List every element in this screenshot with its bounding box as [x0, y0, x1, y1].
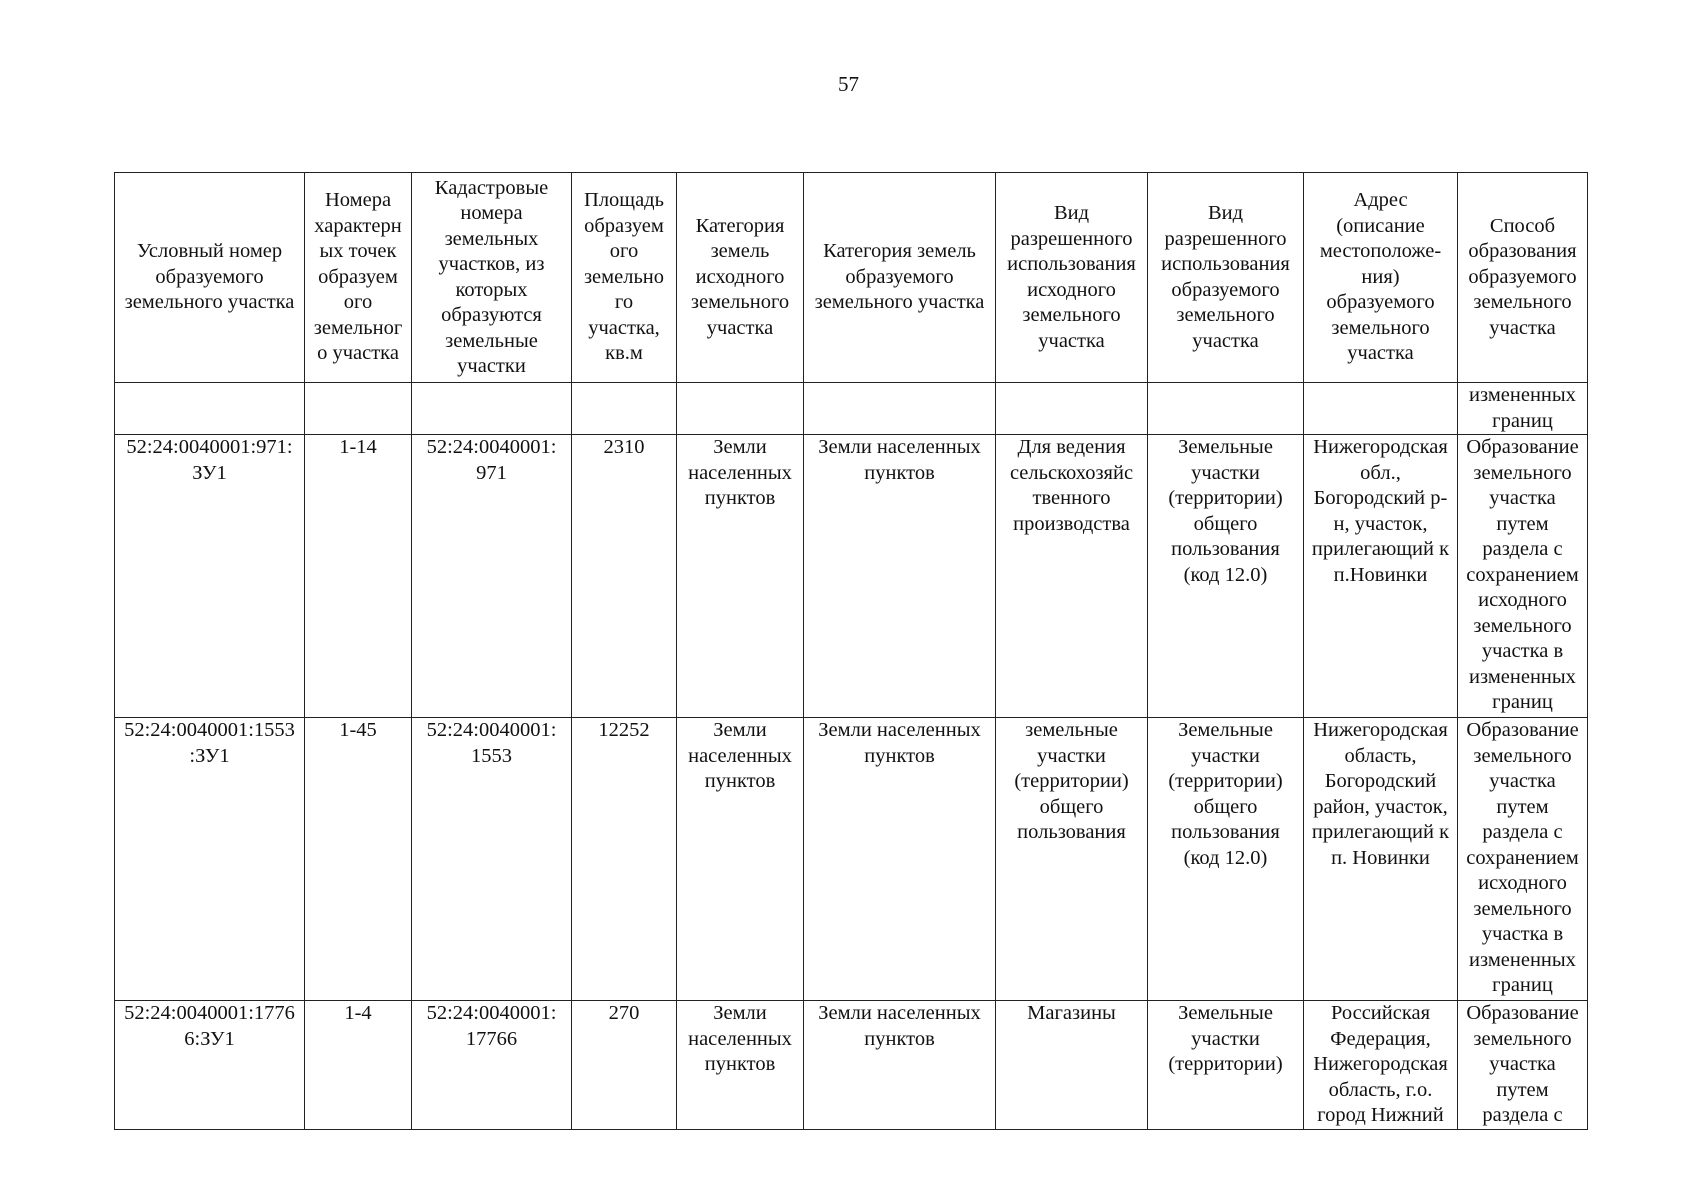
header-new-category: Категория земель образуемого земельного участка [804, 173, 996, 383]
header-area: Площадь образуем ого земельно го участка, кв.м [572, 173, 677, 383]
table-cell [996, 383, 1148, 435]
cell-formation-method: Образование земельного участка путем раздела с сохранением исходного земельного участка в измененных границ [1458, 435, 1588, 718]
cell-new-category: Земли населенных пунктов [804, 435, 996, 718]
header-address: Адрес (описание местоположе- ния) образуемого земельного участка [1304, 173, 1458, 383]
cell-conditional-number: 52:24:0040001:1553 :ЗУ1 [115, 718, 305, 1001]
page-number: 57 [838, 72, 859, 96]
table-cell [115, 383, 305, 435]
land-plots-table [114, 172, 1588, 1130]
cell-area: 270 [572, 1001, 677, 1130]
cell-source-category: Земли населенных пунктов [677, 435, 804, 718]
cell-address: Нижегородская обл., Богородский р- н, участок, прилегающий к п.Новинки [1304, 435, 1458, 718]
header-cadastral-numbers: Кадастровые номера земельных участков, из которых образуются земельные участки [412, 173, 572, 383]
cell-conditional-number: 52:24:0040001:1776 6:ЗУ1 [115, 1001, 305, 1130]
cell-conditional-number: 52:24:0040001:971: ЗУ1 [115, 435, 305, 718]
header-new-usage: Вид разрешенного использования образуемого земельного участка [1148, 173, 1304, 383]
cell-cadastral-number: 52:24:0040001: 1553 [412, 718, 572, 1001]
table-cell [305, 383, 412, 435]
cell-source-category: Земли населенных пунктов [677, 718, 804, 1001]
cell-address: Российская Федерация, Нижегородская область, г.о. город Нижний [1304, 1001, 1458, 1130]
cell-new-category: Земли населенных пунктов [804, 718, 996, 1001]
header-source-category: Категория земель исходного земельного участка [677, 173, 804, 383]
table-cell [1304, 383, 1458, 435]
table-row [115, 1001, 1588, 1130]
table-cell [677, 383, 804, 435]
cell-new-category: Земли населенных пунктов [804, 1001, 996, 1130]
cell-new-usage: Земельные участки (территории) общего пользования (код 12.0) [1148, 435, 1304, 718]
cell-point-numbers: 1-45 [305, 718, 412, 1001]
table-cell: измененных границ [1458, 383, 1588, 435]
header-source-usage: Вид разрешенного использования исходного земельного участка [996, 173, 1148, 383]
table-header-row [115, 173, 1588, 383]
cell-source-usage: земельные участки (территории) общего пользования [996, 718, 1148, 1001]
table-cell [804, 383, 996, 435]
table-row [115, 435, 1588, 718]
cell-cadastral-number: 52:24:0040001: 971 [412, 435, 572, 718]
table-row-continuation [115, 383, 1588, 435]
cell-new-usage: Земельные участки (территории) общего пользования (код 12.0) [1148, 718, 1304, 1001]
cell-formation-method: Образование земельного участка путем раздела с сохранением исходного земельного участка в измененных границ [1458, 718, 1588, 1001]
cell-formation-method: Образование земельного участка путем раздела с [1458, 1001, 1588, 1130]
cell-area: 12252 [572, 718, 677, 1001]
cell-address: Нижегородская область, Богородский район, участок, прилегающий к п. Новинки [1304, 718, 1458, 1001]
cell-source-category: Земли населенных пунктов [677, 1001, 804, 1130]
table-cell [412, 383, 572, 435]
cell-cadastral-number: 52:24:0040001: 17766 [412, 1001, 572, 1130]
table-cell [1148, 383, 1304, 435]
header-conditional-number: Условный номер образуемого земельного участка [115, 173, 305, 383]
cell-point-numbers: 1-4 [305, 1001, 412, 1130]
cell-source-usage: Для ведения сельскохозяйс твенного производства [996, 435, 1148, 718]
cell-source-usage: Магазины [996, 1001, 1148, 1130]
table-cell [572, 383, 677, 435]
cell-point-numbers: 1-14 [305, 435, 412, 718]
cell-area: 2310 [572, 435, 677, 718]
cell-new-usage: Земельные участки (территории) [1148, 1001, 1304, 1130]
header-formation-method: Способ образования образуемого земельного участка [1458, 173, 1588, 383]
header-point-numbers: Номера характерн ых точек образуем ого земельног о участка [305, 173, 412, 383]
table-row [115, 718, 1588, 1001]
